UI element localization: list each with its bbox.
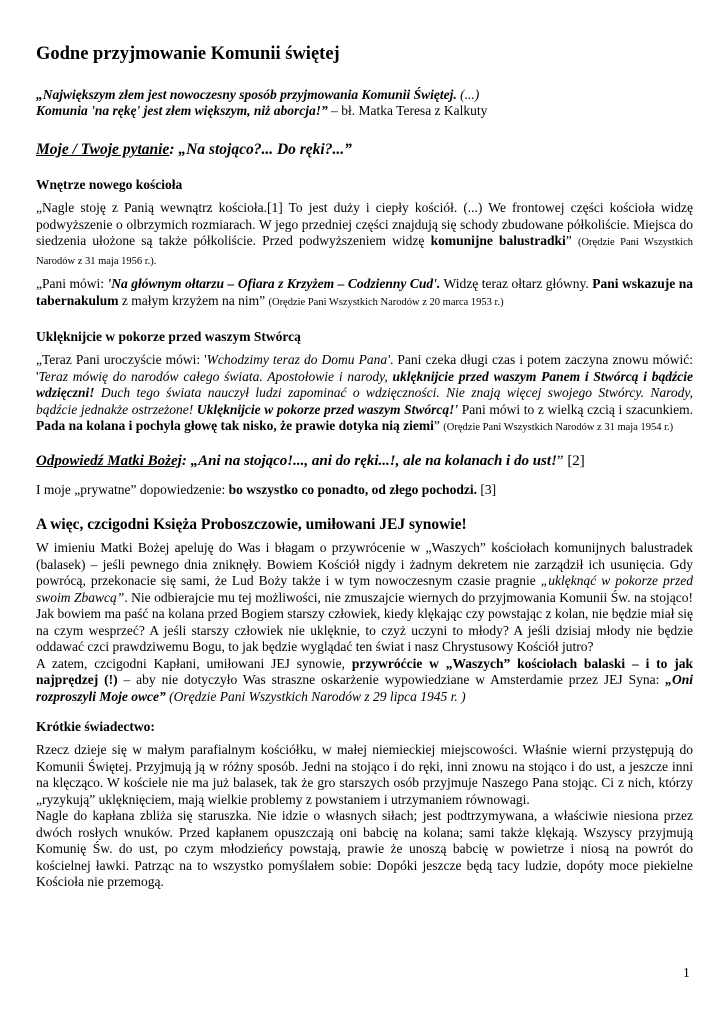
section1-paragraph2 [36,276,693,311]
answer-label: Odpowiedź Matki Bożej [36,452,182,469]
section3-p1-text: W imieniu Matki Bożej apeluję do Was i błagam o przywrócenie w „Waszych” kościołach komunijnych balustradek (balasek) – jeśli pewnego dnia zniknęły. Bowiem Kościół nigdy i żadnym dekretem nie zarządził ich usunięcia. Gdy powrócą, przekonacie się sami, że Lud Boży także i w tym nowoczesnym czasie pragnie [36,540,693,588]
page-title: Godne przyjmowanie Komunii świętej [36,44,340,64]
section-heading-testimony: Krótkie świadectwo: [36,719,155,734]
section3-paragraph2 [36,656,693,706]
section2-text-c: . Pani czeka długi czas i potem zaczyna znowu mówić: ' [36,352,693,384]
answer-suffix: ” [2] [556,452,585,469]
private-answer-ref: [3] [476,481,497,497]
section2-text-f: Duch tego świata nauczył ludzi zapominać o wdzięczności. Nie znają więcej swojego Stwórcy. Narody, bądźcie jednakże ostrzeżone! [36,385,693,417]
section4-paragraph1: Rzecz dzieje się w małym parafialnym kościółku, w małej niemieckiej miejscowości. Właśnie wierni przystępują do Komunii Świętej. Przyjmują ją w różny sposób. Jedni na stojąco i do ręki, inni znowu na stojąco i do ust, a jeszcze inni na klęcząco. W kościele nie ma już balasek, tak że gro starszych osób przyjmuje Naszego Pana stojąc. Ci z nich, którzy „ryzykują” uklęknięciem, mają wielkie problemy z powstaniem i utrzymaniem równowagi. [36,742,693,807]
section1-p2-text2: Widzę teraz ołtarz główny. [440,276,593,291]
intro-quote-attribution: – bł. Matka Teresa z Kalkuty [327,103,488,118]
section1-p1-text: „Nagle stoję z Panią wewnątrz kościoła.[1] To jest duży i ciepły kościół. (...) We frontowej części kościoła widzę podwyższenie o olbrzymich rozmiarach. W jego przedniej części znajdują się schody zbudowane półkoliście. Miejsca do siedzenia ułożone są także półkoliście. Przed podwyższeniem widzę [36,200,693,248]
section2-text-j: ” [433,418,444,433]
intro-quote-line1: „Największym złem jest nowoczesny sposób przyjmowania Komunii Świętej. [36,87,461,102]
section3-p2-quote: „Oni rozproszyli Moje owce” [36,672,693,704]
section3-p1-quote: „uklęknąć w pokorze przed swoim Zbawcą” [36,573,693,605]
intro-quote-line2: Komunia 'na rękę' jest złem większym, niż aborcja!” [36,103,328,118]
section2-text-i: Pada na kolana i pochyla głowę tak nisko, że prawie dotyka nią ziemi [36,418,434,433]
question-heading [36,141,693,159]
section-heading-priests: A więc, czcigodni Księża Proboszczowie, umiłowani JEJ synowie! [36,516,467,533]
section1-p1-source: (Orędzie Pani Wszystkich Narodów z 31 maja 1956 r.). [36,237,693,267]
section-heading-church-interior: Wnętrze nowego kościoła [36,177,183,192]
private-answer [36,482,693,499]
document-page [36,44,693,891]
section2-text-d: Teraz mówię do narodów całego świata. Apostołowie i narody, [38,368,393,384]
question-text: : „Na stojąco?... Do ręki?...” [169,141,352,158]
section2-text-e: uklęknijcie przed waszym Panem i Stwórcą i bądźcie wdzięczni! [36,368,693,400]
private-answer-text: I moje „prywatne” dopowiedzenie: [36,481,229,497]
section3-p2-text: A zatem, czcigodni Kapłani, umiłowani JEJ synowie, [36,655,352,671]
question-label: Moje / Twoje pytanie [36,141,170,158]
section3-p2-bold: przywróćcie w „Waszych” kościołach balaski – i to jak najprędzej (!) [36,655,693,687]
section1-p2-bold: Pani wskazuje na tabernakulum [36,276,693,308]
section2-source: (Orędzie Pani Wszystkich Narodów z 31 maja 1954 r.) [443,422,674,433]
answer-text: : „Ani na stojąco!..., ani do ręki...!, ale na kolanach i do ust! [181,452,557,469]
section2-text-b: Wchodzimy teraz do Domu Pana' [206,352,390,367]
section1-p2-text: „Pani mówi: [36,276,108,291]
section1-p1-close: ” [565,233,578,248]
section-heading-kneel: Uklęknijcie w pokorze przed waszym Stwórcą [36,329,301,344]
page-number: 1 [683,965,690,980]
answer-heading [36,453,693,470]
intro-quote-ellipsis: (...) [460,87,480,102]
section4-paragraph2: Nagle do kapłana zbliża się staruszka. Nie idzie o własnych siłach; jest podtrzymywana, a właściwie niesiona przez dwóch rosłych wnuków. Przed kapłanem opuszczają oni babcię na kolana; sami także klękają. Wszyscy przyjmują Komunię Św. do ust, po czym młodzieńcy powstają, prawie że unoszą babcię w powietrze i niosą na powrót do kościelnej ławki. Patrząc na to wszystko pomyślałem sobie: Dopóki jeszcze będą tacy ludzie, dopóty moce piekielne Kościoła nie przemogą. [36,808,693,889]
section2-text-g: Uklęknijcie w pokorze przed waszym Stwórcą!' [196,401,459,417]
section3-p1-text2: . Nie odbierajcie mu tej możliwości, nie zmuszajcie wiernych do przyjmowania Komunii Św. na stojąco! Jak bowiem ma paść na kolana przed Bogiem starszy człowiek, kiedy klękając czy powstając z kolan, nie będzie miał się na czym wesprzeć? A jeśli starszy człowiek nie uklęknie, to czyż uczyni to młody? A jeśli dzisiaj młody nie będzie oddawać czci prawdziwemu Bogu, to jak będzie wyglądać ten świat i nasz Chrystusowy Kościół jutro? [36,589,693,654]
section1-p2-text3: z małym krzyżem na nim” [118,292,269,308]
section1-p2-source: (Orędzie Pani Wszystkich Narodów z 20 marca 1953 r.) [268,296,504,308]
section1-p1-bold: komunijne balustradki [430,233,566,248]
section1-paragraph1 [36,200,693,270]
section3-p2-text2: – aby nie dotyczyło Was straszne oskarżenie wypowiedziane w Amsterdamie przez JEJ Syna: [117,672,666,687]
section3-paragraph1 [36,540,693,656]
intro-quote [36,87,693,119]
section2-paragraph [36,352,693,437]
section3-p2-source: (Orędzie Pani Wszystkich Narodów z 29 lipca 1945 r. ) [165,688,466,704]
section1-p2-quote: 'Na głównym ołtarzu – Ofiara z Krzyżem – Codzienny Cud'. [107,276,441,291]
private-answer-bold: bo wszystko co ponadto, od złego pochodzi. [228,481,477,497]
section2-text-a: „Teraz Pani uroczyście mówi: ' [36,352,207,367]
section2-text-h: Pani mówi to z wielką czcią i szacunkiem. [458,401,693,417]
